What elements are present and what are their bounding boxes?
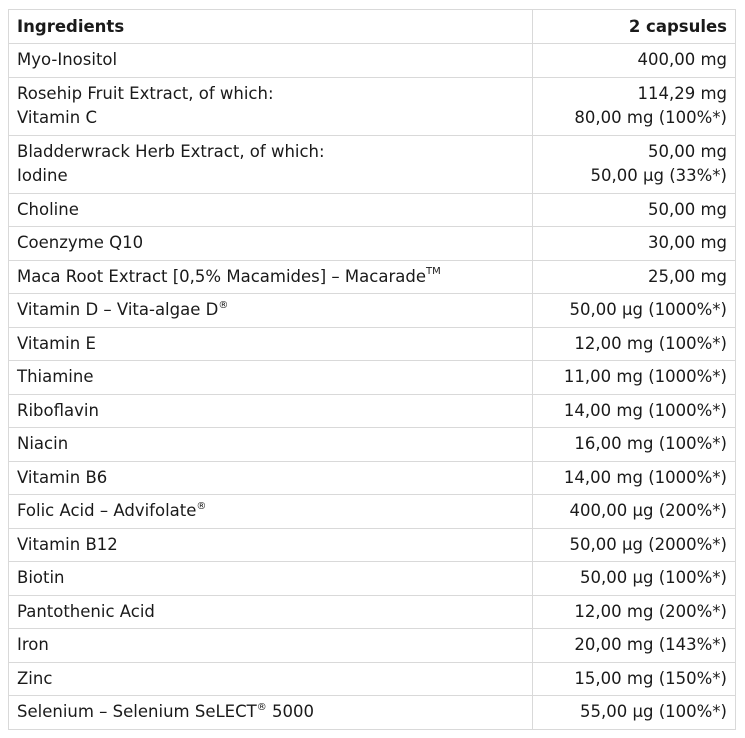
table-row bbox=[9, 294, 736, 328]
ingredient-name bbox=[17, 667, 524, 691]
table-row bbox=[9, 662, 736, 696]
amount-value: 14,00 mg (1000%*) bbox=[563, 467, 727, 487]
amount-cell bbox=[533, 461, 736, 495]
amount-cell bbox=[533, 428, 736, 462]
table-row bbox=[9, 696, 736, 730]
table-row bbox=[9, 528, 736, 562]
table-row bbox=[9, 595, 736, 629]
table-row bbox=[9, 428, 736, 462]
ingredient-name-text: Riboflavin bbox=[17, 400, 99, 420]
ingredient-name bbox=[17, 265, 524, 289]
amount-value: 400,00 mg bbox=[637, 50, 727, 70]
table-row bbox=[9, 629, 736, 663]
ingredient-name bbox=[17, 82, 524, 106]
ingredient-name-text: Vitamin B6 bbox=[17, 467, 108, 487]
ingredient-name-text: Coenzyme Q10 bbox=[17, 233, 144, 253]
ingredient-name-text: Iodine bbox=[17, 166, 68, 185]
amount-value: 20,00 mg (143%*) bbox=[574, 635, 727, 655]
ingredient-name-text: Pantothenic Acid bbox=[17, 601, 155, 621]
ingredient-name bbox=[17, 566, 524, 590]
header-ingredients: Ingredients bbox=[9, 10, 533, 44]
header-amount: 2 capsules bbox=[533, 10, 736, 44]
ingredient-name-cell bbox=[9, 495, 533, 529]
ingredient-name bbox=[17, 332, 524, 356]
amount-value: 55,00 μg (100%*) bbox=[580, 702, 727, 722]
ingredient-name-text: Niacin bbox=[17, 434, 69, 454]
amount-value: 16,00 mg (100%*) bbox=[574, 434, 727, 454]
table-row bbox=[9, 461, 736, 495]
ingredient-name-cell bbox=[9, 461, 533, 495]
amount-cell bbox=[533, 135, 736, 193]
amount-cell bbox=[533, 394, 736, 428]
amount-value: 50,00 mg bbox=[647, 199, 727, 219]
ingredient-name-text: Maca Root Extract [0,5% Macamides] – Macarade bbox=[17, 266, 426, 286]
ingredient-name-cell bbox=[9, 428, 533, 462]
ingredient-name-cell bbox=[9, 696, 533, 730]
ingredient-name bbox=[17, 399, 524, 423]
amount-value: 50,00 μg (1000%*) bbox=[569, 300, 727, 320]
table-header-row bbox=[9, 10, 736, 44]
amount-value: 50,00 μg (33%*) bbox=[590, 166, 727, 185]
table-row bbox=[9, 77, 736, 135]
amount-value: 11,00 mg (1000%*) bbox=[563, 367, 727, 387]
ingredients-table bbox=[8, 9, 736, 730]
ingredient-name-text: Biotin bbox=[17, 568, 65, 588]
ingredient-name bbox=[17, 432, 524, 456]
ingredient-name-text: Vitamin C bbox=[17, 108, 97, 127]
ingredient-name-cell bbox=[9, 662, 533, 696]
ingredient-name-cell bbox=[9, 135, 533, 193]
ingredient-name-text: Folic Acid – Advifolate bbox=[17, 501, 197, 521]
amount-value: 50,00 mg bbox=[647, 142, 727, 161]
trademark-mark: ® bbox=[196, 500, 207, 512]
amount-value: 12,00 mg (200%*) bbox=[574, 601, 727, 621]
amount-cell bbox=[533, 495, 736, 529]
amount-value: 114,29 mg bbox=[637, 84, 727, 103]
amount-cell bbox=[533, 260, 736, 294]
amount-cell bbox=[533, 294, 736, 328]
amount-cell bbox=[533, 361, 736, 395]
table-row bbox=[9, 260, 736, 294]
ingredient-name-text: Vitamin E bbox=[17, 333, 96, 353]
table-row bbox=[9, 361, 736, 395]
table-row bbox=[9, 193, 736, 227]
ingredient-name bbox=[17, 700, 524, 724]
ingredient-name-cell bbox=[9, 361, 533, 395]
ingredient-name-text: Zinc bbox=[17, 668, 53, 688]
ingredient-name-cell bbox=[9, 294, 533, 328]
ingredient-name-cell bbox=[9, 327, 533, 361]
table-row bbox=[9, 135, 736, 193]
ingredient-name bbox=[17, 365, 524, 389]
table-row bbox=[9, 562, 736, 596]
ingredient-name bbox=[17, 198, 524, 222]
amount-value: 12,00 mg (100%*) bbox=[574, 333, 727, 353]
ingredient-name bbox=[17, 48, 524, 72]
table-row bbox=[9, 394, 736, 428]
ingredient-name bbox=[17, 298, 524, 322]
amount-cell bbox=[533, 327, 736, 361]
ingredient-name bbox=[17, 106, 524, 130]
amount-value: 30,00 mg bbox=[647, 233, 727, 253]
ingredient-name-cell bbox=[9, 394, 533, 428]
table-row bbox=[9, 227, 736, 261]
ingredient-name bbox=[17, 633, 524, 657]
ingredient-name bbox=[17, 164, 524, 188]
ingredient-name bbox=[17, 231, 524, 255]
ingredient-name bbox=[17, 466, 524, 490]
ingredient-name-cell bbox=[9, 562, 533, 596]
ingredient-name bbox=[17, 140, 524, 164]
amount-value: 15,00 mg (150%*) bbox=[574, 668, 727, 688]
trademark-mark: ® bbox=[256, 701, 267, 713]
ingredient-name-text: Thiamine bbox=[17, 367, 94, 387]
trademark-mark: TM bbox=[425, 266, 441, 278]
ingredient-name-text: Selenium – Selenium SeLECT bbox=[17, 702, 257, 722]
table-row bbox=[9, 495, 736, 529]
amount-value: 25,00 mg bbox=[647, 266, 727, 286]
table-body bbox=[9, 44, 736, 730]
table-row bbox=[9, 327, 736, 361]
amount-cell bbox=[533, 227, 736, 261]
ingredient-name-text: Vitamin D – Vita-algae D bbox=[17, 300, 219, 320]
amount-value: 400,00 μg (200%*) bbox=[569, 501, 727, 521]
amount-cell bbox=[533, 44, 736, 78]
amount-value: 14,00 mg (1000%*) bbox=[563, 400, 727, 420]
amount-cell bbox=[533, 595, 736, 629]
ingredient-name-cell bbox=[9, 260, 533, 294]
amount-cell bbox=[533, 662, 736, 696]
amount-cell bbox=[533, 562, 736, 596]
amount-value: 50,00 μg (2000%*) bbox=[569, 534, 727, 554]
amount-cell bbox=[533, 696, 736, 730]
table-row bbox=[9, 44, 736, 78]
ingredient-name-cell bbox=[9, 629, 533, 663]
amount-cell bbox=[533, 77, 736, 135]
ingredient-name-cell bbox=[9, 193, 533, 227]
ingredient-name-text: Bladderwrack Herb Extract, of which: bbox=[17, 142, 325, 161]
ingredient-name-text: Vitamin B12 bbox=[17, 534, 118, 554]
ingredient-name-cell bbox=[9, 528, 533, 562]
ingredient-name-cell bbox=[9, 77, 533, 135]
amount-cell bbox=[533, 629, 736, 663]
amount-cell bbox=[533, 528, 736, 562]
ingredient-name bbox=[17, 499, 524, 523]
ingredient-name-cell bbox=[9, 44, 533, 78]
ingredient-name bbox=[17, 600, 524, 624]
ingredient-name bbox=[17, 533, 524, 557]
ingredient-name-text: Choline bbox=[17, 199, 79, 219]
amount-value: 80,00 mg (100%*) bbox=[574, 108, 727, 127]
ingredient-name-text: Iron bbox=[17, 635, 49, 655]
ingredient-name-cell bbox=[9, 227, 533, 261]
amount-cell bbox=[533, 193, 736, 227]
ingredient-name-text: Myo-Inositol bbox=[17, 50, 118, 70]
ingredient-name-text: Rosehip Fruit Extract, of which: bbox=[17, 84, 274, 103]
ingredient-name-cell bbox=[9, 595, 533, 629]
amount-value: 50,00 μg (100%*) bbox=[580, 568, 727, 588]
ingredient-name-suffix: 5000 bbox=[266, 702, 314, 722]
trademark-mark: ® bbox=[218, 299, 229, 311]
